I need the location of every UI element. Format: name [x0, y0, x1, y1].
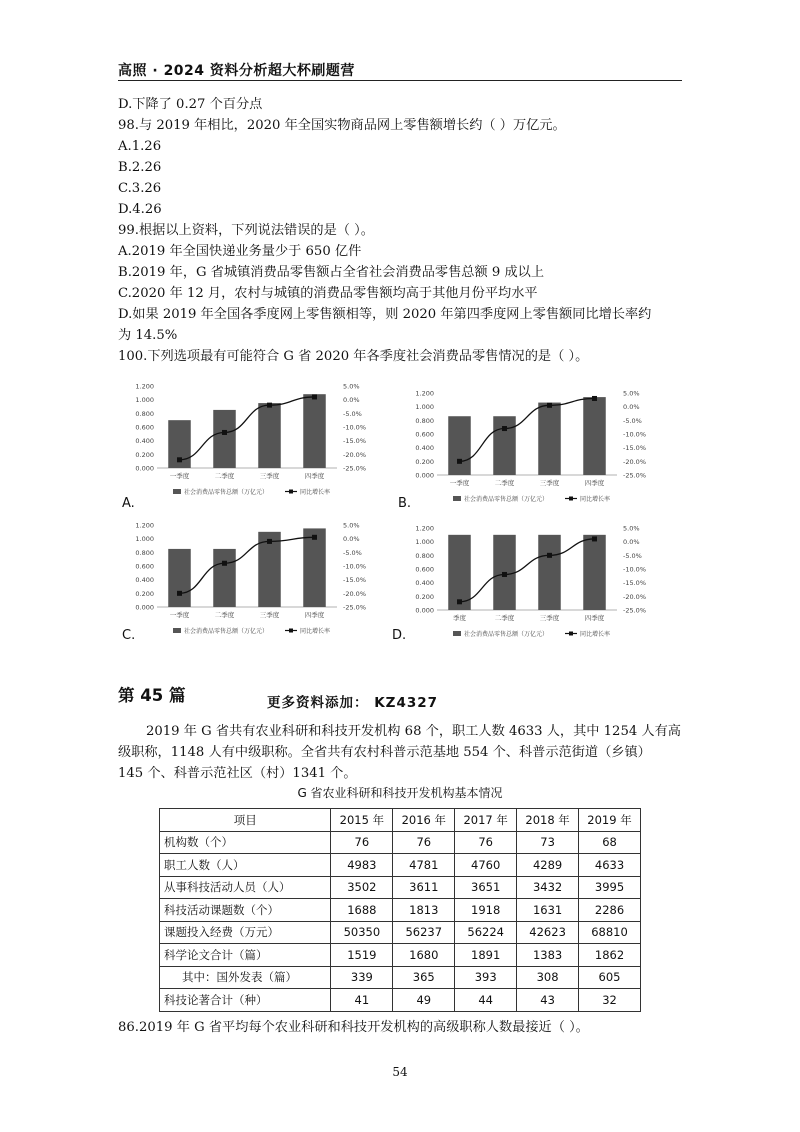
chart-option-c	[125, 517, 385, 642]
question-line: D.下降了 0.27 个百分点	[118, 97, 263, 112]
legend-line-label: 同比增长率	[300, 489, 331, 496]
table-cell: 3995	[579, 876, 641, 899]
footer-question: 86.2019 年 G 省平均每个农业科研和科技开发机构的高级职称人数最接近（ ）。	[118, 1020, 589, 1035]
paragraph-line: 2019 年 G 省共有农业科研和科技开发机构 68 个，职工人数 4633 人，其中 1254 人有高	[146, 724, 681, 739]
legend-line-marker	[289, 490, 293, 494]
left-tick-label: 0.800	[415, 551, 434, 560]
table-cell: 68810	[579, 921, 641, 944]
table-cell: 43	[517, 989, 579, 1012]
right-tick-label: -15.0%	[623, 579, 646, 588]
growth-line	[460, 539, 595, 602]
right-tick-label: -15.0%	[343, 576, 366, 585]
right-tick-label: -5.0%	[343, 409, 362, 418]
legend-bar-swatch	[173, 628, 181, 633]
bar	[538, 535, 561, 610]
table-cell: 科技论著合计（种）	[160, 989, 331, 1012]
right-tick-label: 5.0%	[623, 524, 640, 533]
growth-point	[312, 535, 317, 540]
left-tick-label: 0.600	[415, 430, 434, 439]
table-cell: 49	[393, 989, 455, 1012]
left-tick-label: 0.000	[135, 464, 154, 473]
category-label: 四季度	[584, 614, 605, 622]
table-row	[160, 876, 641, 899]
left-tick-label: 0.000	[415, 606, 434, 615]
legend-bar-swatch	[173, 489, 181, 494]
chart-a-svg	[125, 378, 385, 503]
table-cell: 4781	[393, 854, 455, 877]
bar	[303, 394, 326, 468]
legend-line-marker	[569, 632, 573, 636]
table-cell: 1631	[517, 899, 579, 922]
table-cell: 76	[393, 831, 455, 854]
table-row	[160, 921, 641, 944]
right-tick-label: -25.0%	[623, 606, 646, 615]
left-tick-label: 1.000	[135, 535, 154, 544]
growth-line	[180, 397, 315, 460]
table-cell: 56224	[455, 921, 517, 944]
right-tick-label: -20.0%	[343, 589, 366, 598]
left-tick-label: 0.800	[135, 548, 154, 557]
right-tick-label: 5.0%	[343, 521, 360, 530]
bar	[583, 397, 606, 475]
legend-bar-label: 社会消费品零售总额（万亿元）	[464, 631, 549, 638]
table-caption: G 省农业科研和科技开发机构基本情况	[297, 786, 503, 800]
paragraph-line: 145 个、科普示范社区（村）1341 个。	[118, 766, 357, 781]
table-row	[160, 966, 641, 989]
table-cell: 32	[579, 989, 641, 1012]
growth-point	[222, 430, 227, 435]
growth-point	[457, 459, 462, 464]
right-tick-label: 0.0%	[343, 396, 360, 405]
question-line: D.如果 2019 年全国各季度网上零售额相等，则 2020 年第四季度网上零售额同比增长率约	[118, 307, 652, 322]
table-cell: 其中：国外发表（篇）	[160, 966, 331, 989]
growth-point	[222, 561, 227, 566]
category-label: 三季度	[259, 611, 280, 619]
right-tick-label: 5.0%	[623, 389, 640, 398]
left-tick-label: 0.600	[415, 565, 434, 574]
table-row	[160, 831, 641, 854]
left-tick-label: 0.000	[135, 603, 154, 612]
table-cell: 1688	[331, 899, 393, 922]
table-cell: 44	[455, 989, 517, 1012]
growth-point	[502, 426, 507, 431]
category-label: 二季度	[494, 479, 515, 487]
question-line: A.2019 年全国快递业务量少于 650 亿件	[118, 244, 362, 259]
growth-point	[177, 457, 182, 462]
growth-point	[312, 394, 317, 399]
table-cell: 50350	[331, 921, 393, 944]
table-cell: 4983	[331, 854, 393, 877]
left-tick-label: 1.200	[415, 389, 434, 398]
category-label: 四季度	[304, 472, 325, 480]
question-line: 为 14.5%	[118, 328, 178, 343]
table-cell: 1383	[517, 944, 579, 967]
category-label: 三季度	[539, 614, 560, 622]
category-label: 四季度	[304, 611, 325, 619]
legend-line-marker	[289, 629, 293, 633]
table-cell: 4289	[517, 854, 579, 877]
chart-b-svg	[405, 385, 665, 510]
growth-point	[592, 396, 597, 401]
left-tick-label: 0.400	[135, 576, 154, 585]
right-tick-label: -10.0%	[343, 423, 366, 432]
legend-line-label: 同比增长率	[580, 496, 611, 503]
table-header-cell: 2018 年	[517, 809, 579, 832]
right-tick-label: 5.0%	[343, 382, 360, 391]
promo-text: 更多资料添加： KZ4327	[267, 695, 439, 711]
left-tick-label: 0.800	[415, 416, 434, 425]
table-cell: 605	[579, 966, 641, 989]
left-tick-label: 1.000	[415, 403, 434, 412]
left-tick-label: 0.200	[135, 450, 154, 459]
table-cell: 3502	[331, 876, 393, 899]
category-label: 一季度	[169, 472, 190, 480]
bar	[258, 403, 281, 468]
right-tick-label: 0.0%	[623, 538, 640, 547]
table-header-row	[160, 809, 641, 832]
bar	[583, 535, 606, 610]
chart-d-svg	[405, 520, 665, 645]
option-d-label: D.	[392, 628, 407, 643]
option-c-label: C.	[122, 628, 136, 643]
chart-option-b	[405, 385, 665, 510]
category-label: 二季度	[494, 614, 515, 622]
table-cell: 机构数（个）	[160, 831, 331, 854]
legend-bar-label: 社会消费品零售总额（万亿元）	[464, 496, 549, 503]
question-line: C.3.26	[118, 181, 162, 196]
growth-point	[547, 553, 552, 558]
table-row	[160, 854, 641, 877]
question-line: B.2019 年，G 省城镇消费品零售额占全省社会消费品零售总额 9 成以上	[118, 265, 545, 280]
table-cell: 课题投入经费（万元）	[160, 921, 331, 944]
question-line: D.4.26	[118, 202, 162, 217]
table-cell: 职工人数（人）	[160, 854, 331, 877]
right-tick-label: -5.0%	[343, 548, 362, 557]
table-cell: 76	[331, 831, 393, 854]
growth-point	[457, 599, 462, 604]
left-tick-label: 1.000	[415, 538, 434, 547]
table-cell: 3432	[517, 876, 579, 899]
growth-point	[547, 403, 552, 408]
legend-bar-swatch	[453, 631, 461, 636]
table-cell: 1891	[455, 944, 517, 967]
legend-bar-label: 社会消费品零售总额（万亿元）	[184, 489, 269, 496]
left-tick-label: 0.400	[415, 579, 434, 588]
table-cell: 3611	[393, 876, 455, 899]
question-line: B.2.26	[118, 160, 162, 175]
table-cell: 2286	[579, 899, 641, 922]
option-b-label: B.	[398, 496, 412, 511]
left-tick-label: 1.200	[135, 382, 154, 391]
left-tick-label: 1.200	[135, 521, 154, 530]
left-tick-label: 1.000	[135, 396, 154, 405]
bar	[538, 403, 561, 475]
legend-line-label: 同比增长率	[580, 631, 611, 638]
table-cell: 42623	[517, 921, 579, 944]
chart-option-d	[405, 520, 665, 645]
left-tick-label: 0.200	[135, 589, 154, 598]
table-cell: 1813	[393, 899, 455, 922]
left-tick-label: 0.600	[135, 562, 154, 571]
category-label: 三季度	[539, 479, 560, 487]
table-cell: 4633	[579, 854, 641, 877]
section-title: 第 45 篇	[118, 686, 186, 705]
legend-bar-label: 社会消费品零售总额（万亿元）	[184, 628, 269, 635]
right-tick-label: 0.0%	[623, 403, 640, 412]
growth-point	[267, 403, 272, 408]
legend-line-marker	[569, 497, 573, 501]
category-label: 一季度	[169, 611, 190, 619]
header-rule	[118, 80, 682, 81]
table-cell: 1862	[579, 944, 641, 967]
left-tick-label: 0.400	[415, 444, 434, 453]
right-tick-label: -25.0%	[343, 464, 366, 473]
left-tick-label: 1.200	[415, 524, 434, 533]
table-cell: 308	[517, 966, 579, 989]
growth-point	[502, 572, 507, 577]
left-tick-label: 0.200	[415, 592, 434, 601]
table-cell: 339	[331, 966, 393, 989]
bar	[303, 528, 326, 607]
right-tick-label: -20.0%	[623, 592, 646, 601]
right-tick-label: -20.0%	[343, 450, 366, 459]
right-tick-label: -5.0%	[623, 416, 642, 425]
category-label: 一季度	[449, 479, 470, 487]
table-cell: 从事科技活动人员（人）	[160, 876, 331, 899]
bar	[168, 549, 191, 607]
question-line: C.2020 年 12 月，农村与城镇的消费品零售额均高于其他月份平均水平	[118, 286, 538, 301]
table-cell: 1519	[331, 944, 393, 967]
right-tick-label: -15.0%	[623, 444, 646, 453]
table-cell: 365	[393, 966, 455, 989]
bar	[448, 416, 471, 475]
table-row	[160, 899, 641, 922]
table-cell: 4760	[455, 854, 517, 877]
right-tick-label: -25.0%	[623, 471, 646, 480]
question-line: 99.根据以上资料，下列说法错误的是（ ）。	[118, 223, 374, 238]
left-tick-label: 0.400	[135, 437, 154, 446]
question-line: 100.下列选项最有可能符合 G 省 2020 年各季度社会消费品零售情况的是（ ）。	[118, 349, 589, 364]
table-cell: 科学论文合计（篇）	[160, 944, 331, 967]
category-label: 三季度	[259, 472, 280, 480]
table-cell: 41	[331, 989, 393, 1012]
growth-point	[177, 591, 182, 596]
page-number: 54	[392, 1065, 408, 1079]
table-cell: 73	[517, 831, 579, 854]
right-tick-label: -10.0%	[343, 562, 366, 571]
question-line: 98.与 2019 年相比，2020 年全国实物商品网上零售额增长约（ ）万亿元。	[118, 118, 566, 133]
category-label: 二季度	[214, 472, 235, 480]
chart-c-svg	[125, 517, 385, 642]
right-tick-label: -25.0%	[343, 603, 366, 612]
page-header: 高照 · 2024 资料分析超大杯刷题营	[118, 63, 355, 79]
bar	[213, 549, 236, 607]
left-tick-label: 0.000	[415, 471, 434, 480]
legend-line-label: 同比增长率	[300, 628, 331, 635]
right-tick-label: -10.0%	[623, 565, 646, 574]
right-tick-label: -15.0%	[343, 437, 366, 446]
table-row	[160, 944, 641, 967]
table-cell: 76	[455, 831, 517, 854]
right-tick-label: 0.0%	[343, 535, 360, 544]
table-header-cell: 2015 年	[331, 809, 393, 832]
right-tick-label: -20.0%	[623, 457, 646, 466]
paragraph-line: 级职称，1148 人有中级职称。全省共有农村科普示范基地 554 个、科普示范街道（乡镇）	[118, 745, 651, 760]
left-tick-label: 0.600	[135, 423, 154, 432]
table-cell: 393	[455, 966, 517, 989]
legend-bar-swatch	[453, 496, 461, 501]
growth-point	[592, 536, 597, 541]
left-tick-label: 0.200	[415, 457, 434, 466]
chart-option-a	[125, 378, 385, 503]
bar	[448, 535, 471, 610]
data-table	[159, 808, 641, 1012]
growth-line	[460, 398, 595, 461]
growth-point	[267, 539, 272, 544]
right-tick-label: -10.0%	[623, 430, 646, 439]
bar	[213, 410, 236, 468]
growth-line	[180, 537, 315, 593]
table-cell: 56237	[393, 921, 455, 944]
table-cell: 68	[579, 831, 641, 854]
bar	[493, 416, 516, 475]
right-tick-label: -5.0%	[623, 551, 642, 560]
table-header-cell: 2017 年	[455, 809, 517, 832]
table-cell: 3651	[455, 876, 517, 899]
question-line: A.1.26	[118, 139, 162, 154]
option-a-label: A.	[122, 496, 135, 511]
table-header-cell: 项目	[160, 809, 331, 832]
category-label: 季度	[453, 614, 466, 622]
table-cell: 科技活动课题数（个）	[160, 899, 331, 922]
category-label: 四季度	[584, 479, 605, 487]
table-header-cell: 2016 年	[393, 809, 455, 832]
table-cell: 1918	[455, 899, 517, 922]
left-tick-label: 0.800	[135, 409, 154, 418]
table-cell: 1680	[393, 944, 455, 967]
category-label: 二季度	[214, 611, 235, 619]
table-header-cell: 2019 年	[579, 809, 641, 832]
table-row	[160, 989, 641, 1012]
